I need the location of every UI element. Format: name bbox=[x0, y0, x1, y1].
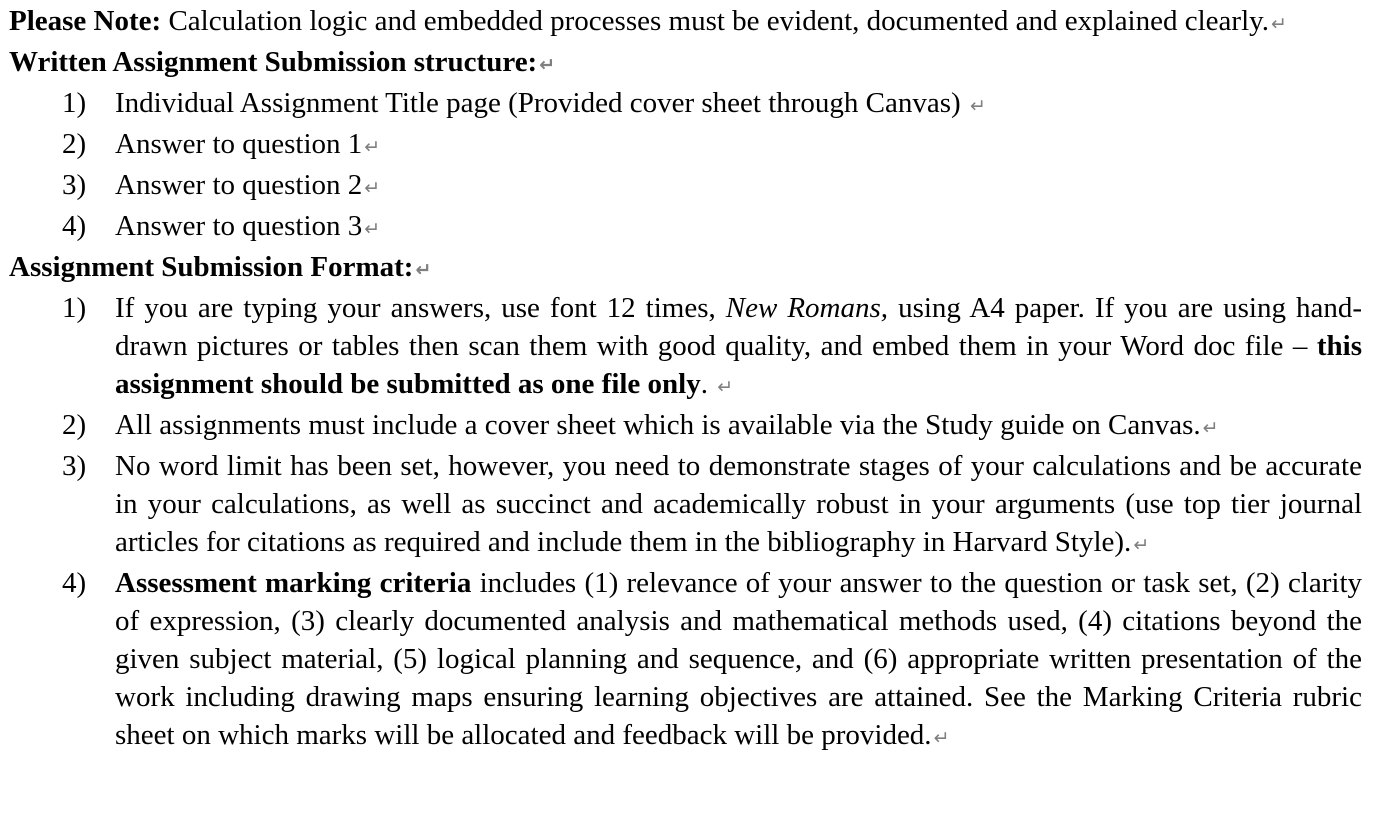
list-item-text: Answer to question 3 bbox=[115, 210, 363, 242]
list-item-bold-text: Assessment marking criteria bbox=[115, 567, 472, 599]
list-number: 1) bbox=[62, 87, 87, 119]
list-item-text: includes (1) relevance of your answer to the question or task set, (2) clarity of expression, (3) clearly documented analysis and mathematical methods used, (4) citations beyond the given subject material, (5) logical planning and sequence, and (6) appropriate written presentation of the work including drawing maps ensuring learning objectives are attained. See the Marking Criteria rubric sheet on which marks will be allocated and feedback will be provided. bbox=[115, 567, 1363, 751]
paragraph-mark-icon: ↵ bbox=[1133, 534, 1150, 556]
paragraph-mark-icon: ↵ bbox=[1202, 417, 1219, 439]
list-number: 4) bbox=[62, 210, 87, 242]
list-item-text: All assignments must include a cover sheet which is available via the Study guide on Canvas. bbox=[115, 409, 1201, 441]
list-item bbox=[9, 125, 1362, 166]
note-paragraph bbox=[9, 2, 1362, 43]
note-label: Please Note: bbox=[9, 5, 162, 37]
list-item bbox=[9, 564, 1362, 757]
list-item-text: using A4 paper. If you are using hand-drawn pictures or tables then scan them with good quality, and embed them in your Word doc file – bbox=[115, 292, 1363, 362]
paragraph-mark-icon: ↵ bbox=[933, 727, 950, 749]
note-text: Calculation logic and embedded processes must be evident, documented and explained clearly. bbox=[161, 5, 1269, 37]
list-item-text: . bbox=[700, 368, 716, 400]
paragraph-mark-icon: ↵ bbox=[364, 218, 381, 240]
list-item bbox=[9, 207, 1362, 248]
list-item-text: Individual Assignment Title page (Provided cover sheet through Canvas) bbox=[115, 87, 968, 119]
list-number: 3) bbox=[62, 450, 87, 482]
list-number: 1) bbox=[62, 292, 87, 324]
structure-heading bbox=[9, 43, 1362, 84]
list-number: 4) bbox=[62, 567, 87, 599]
list-number: 2) bbox=[62, 128, 87, 160]
paragraph-mark-icon: ↵ bbox=[539, 54, 556, 76]
paragraph-mark-icon: ↵ bbox=[364, 177, 381, 199]
list-item bbox=[9, 406, 1362, 447]
paragraph-mark-icon: ↵ bbox=[415, 259, 432, 281]
structure-heading-text: Written Assignment Submission structure: bbox=[9, 46, 538, 78]
list-item-text: Answer to question 2 bbox=[115, 169, 363, 201]
list-item bbox=[9, 166, 1362, 207]
list-item-text: Answer to question 1 bbox=[115, 128, 363, 160]
list-item-text: If you are typing your answers, use font 12 times, bbox=[115, 292, 726, 324]
format-list bbox=[9, 289, 1362, 757]
list-item-italic-text: New Romans, bbox=[725, 292, 889, 324]
structure-list bbox=[9, 84, 1362, 248]
paragraph-mark-icon: ↵ bbox=[364, 136, 381, 158]
list-number: 3) bbox=[62, 169, 87, 201]
list-item-bold-text: this assignment should be submitted as one file only bbox=[115, 330, 1362, 400]
format-heading-text: Assignment Submission Format: bbox=[9, 251, 414, 283]
list-item bbox=[9, 289, 1362, 406]
list-number: 2) bbox=[62, 409, 87, 441]
list-item bbox=[9, 84, 1362, 125]
paragraph-mark-icon: ↵ bbox=[969, 95, 986, 117]
format-heading bbox=[9, 248, 1362, 289]
paragraph-mark-icon: ↵ bbox=[717, 376, 734, 398]
list-item-text: No word limit has been set, however, you need to demonstrate stages of your calculations and be accurate in your calculations, as well as succinct and academically robust in your arguments (use top tier journal articles for citations as required and include them in the bibliography in Harvard Style). bbox=[115, 450, 1362, 558]
list-item bbox=[9, 447, 1362, 564]
paragraph-mark-icon: ↵ bbox=[1271, 13, 1287, 35]
